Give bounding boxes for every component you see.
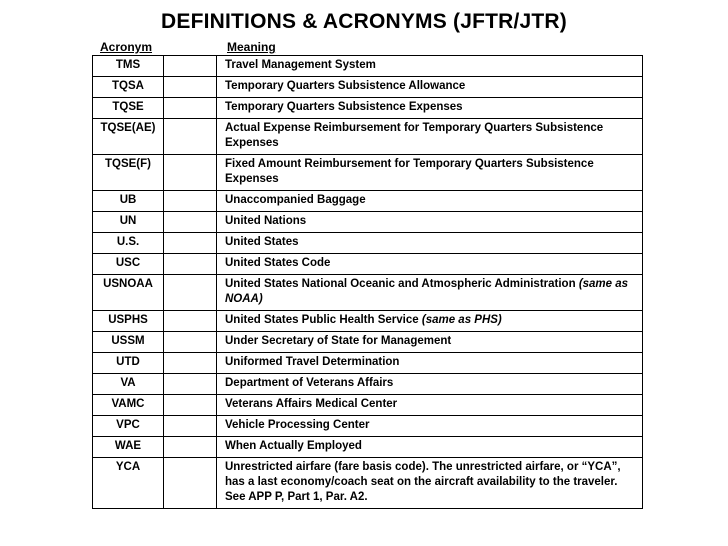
meaning-text: When Actually Employed [225, 440, 362, 452]
acronym-cell: TQSE [93, 98, 164, 119]
meaning-text: United Nations [225, 215, 307, 227]
meaning-cell [217, 191, 643, 212]
acronym-cell: UTD [93, 353, 164, 374]
meaning-cell [217, 254, 643, 275]
blank-cell [164, 212, 217, 233]
blank-cell [164, 374, 217, 395]
blank-cell [164, 353, 217, 374]
meaning-cell [217, 119, 643, 155]
meaning-cell [217, 212, 643, 233]
acronym-cell: TQSE(F) [93, 155, 164, 191]
blank-cell [164, 98, 217, 119]
table-row [93, 212, 643, 233]
meaning-cell [217, 353, 643, 374]
acronym-cell: TMS [93, 56, 164, 77]
table-row [93, 395, 643, 416]
blank-cell [164, 395, 217, 416]
table-row [93, 77, 643, 98]
table-row [93, 311, 643, 332]
meaning-cell [217, 233, 643, 254]
acronym-cell: USSM [93, 332, 164, 353]
table-row [93, 353, 643, 374]
meaning-cell [217, 416, 643, 437]
table-row [93, 332, 643, 353]
meaning-text: Unaccompanied Baggage [225, 194, 366, 206]
meaning-text: Fixed Amount Reimbursement for Temporary Quarters Subsistence Expenses [225, 158, 594, 185]
acronym-cell: VA [93, 374, 164, 395]
meaning-text: Under Secretary of State for Management [225, 335, 452, 347]
acronym-column-header: Acronym [100, 40, 153, 54]
page-title: DEFINITIONS & ACRONYMS (JFTR/JTR) [161, 10, 567, 33]
meaning-cell [217, 332, 643, 353]
meaning-text: Vehicle Processing Center [225, 419, 370, 431]
acronym-cell: USNOAA [93, 275, 164, 311]
meaning-text: Temporary Quarters Subsistence Expenses [225, 101, 463, 113]
table-row [93, 119, 643, 155]
acronym-cell: USC [93, 254, 164, 275]
acronym-cell: TQSA [93, 77, 164, 98]
meaning-text: Department of Veterans Affairs [225, 377, 394, 389]
table-row [93, 155, 643, 191]
meaning-text: Veterans Affairs Medical Center [225, 398, 398, 410]
meaning-text: Unrestricted airfare (fare basis code). The unrestricted airfare, or “YCA”, has a last economy/coach seat on the aircraft availability to the traveler. See APP P, Part 1, Par. A2. [225, 461, 621, 503]
table-row [93, 437, 643, 458]
blank-cell [164, 233, 217, 254]
meaning-text: Temporary Quarters Subsistence Allowance [225, 80, 466, 92]
meaning-cell [217, 374, 643, 395]
blank-cell [164, 191, 217, 212]
blank-cell [164, 275, 217, 311]
meaning-cell [217, 56, 643, 77]
definitions-table-body [93, 56, 643, 509]
blank-cell [164, 416, 217, 437]
blank-cell [164, 56, 217, 77]
acronym-cell: UB [93, 191, 164, 212]
meaning-cell [217, 395, 643, 416]
blank-cell [164, 332, 217, 353]
table-row [93, 233, 643, 254]
meaning-text: United States Code [225, 257, 331, 269]
acronym-cell: WAE [93, 437, 164, 458]
table-row [93, 458, 643, 509]
acronym-cell: VPC [93, 416, 164, 437]
table-row [93, 254, 643, 275]
acronym-cell: UN [93, 212, 164, 233]
meaning-cell [217, 458, 643, 509]
meaning-cell [217, 311, 643, 332]
blank-cell [164, 458, 217, 509]
table-row [93, 416, 643, 437]
blank-cell [164, 311, 217, 332]
definitions-table [92, 55, 643, 509]
meaning-text: Uniformed Travel Determination [225, 356, 400, 368]
meaning-note: (same as NOAA) [225, 278, 629, 305]
acronym-cell: VAMC [93, 395, 164, 416]
meaning-text: Actual Expense Reimbursement for Temporary Quarters Subsistence Expenses [225, 122, 604, 149]
meaning-cell [217, 77, 643, 98]
meaning-note: (same as PHS) [421, 314, 502, 326]
blank-cell [164, 77, 217, 98]
blank-cell [164, 437, 217, 458]
blank-cell [164, 155, 217, 191]
acronym-cell: TQSE(AE) [93, 119, 164, 155]
meaning-cell [217, 155, 643, 191]
meaning-text: United States Public Health Service [225, 314, 419, 326]
meaning-text: United States [225, 236, 299, 248]
blank-cell [164, 119, 217, 155]
meaning-column-header: Meaning [227, 40, 276, 54]
table-row [93, 275, 643, 311]
meaning-cell [217, 275, 643, 311]
acronym-cell: U.S. [93, 233, 164, 254]
meaning-text: Travel Management System [225, 59, 376, 71]
meaning-cell [217, 98, 643, 119]
table-row [93, 98, 643, 119]
meaning-cell [217, 437, 643, 458]
acronym-cell: YCA [93, 458, 164, 509]
meaning-text: United States National Oceanic and Atmospheric Administration [225, 278, 576, 290]
table-row [93, 56, 643, 77]
table-row [93, 191, 643, 212]
table-row [93, 374, 643, 395]
blank-cell [164, 254, 217, 275]
acronym-cell: USPHS [93, 311, 164, 332]
